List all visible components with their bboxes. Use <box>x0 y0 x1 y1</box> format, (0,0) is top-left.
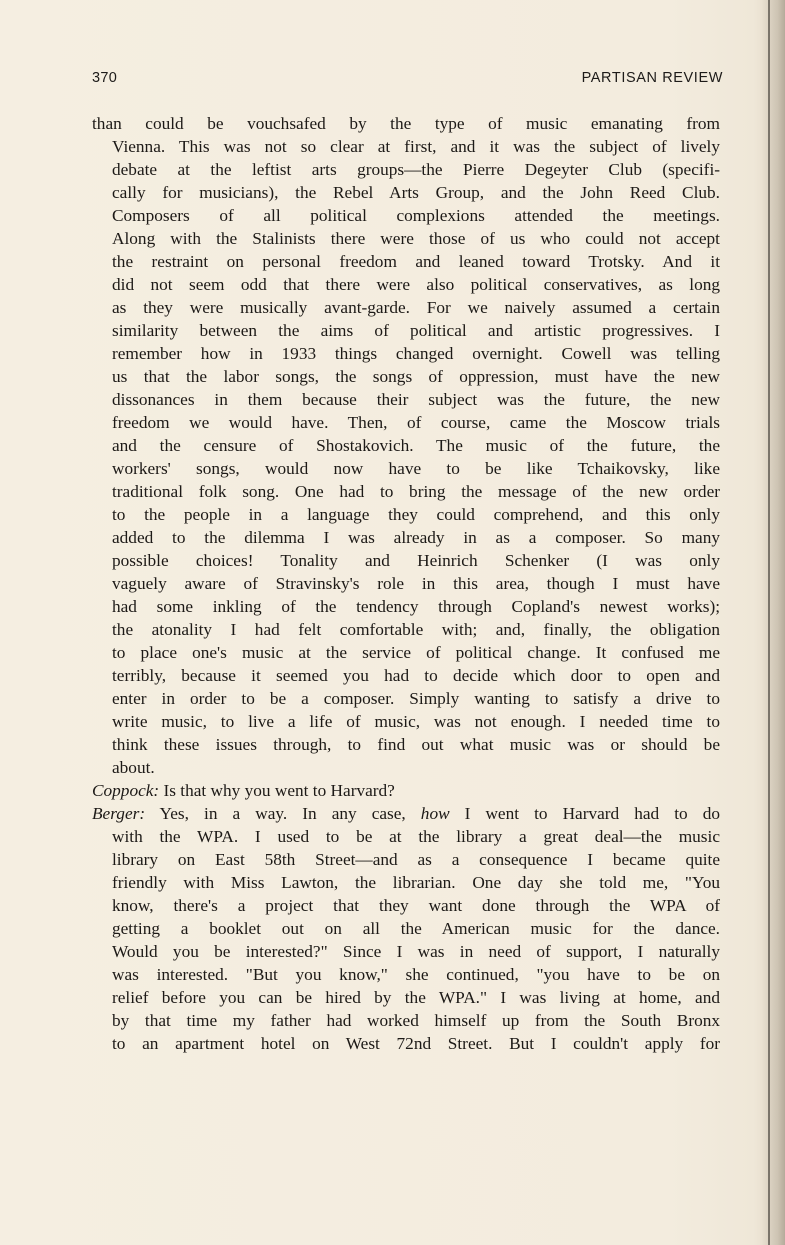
text-line: vaguely aware of Stravinsky's role in this area, though I must have <box>112 574 720 593</box>
running-head <box>92 70 723 90</box>
text-line: Would you be interested?" Since I was in need of support, I naturally <box>112 942 720 961</box>
text-line: about. <box>112 758 155 777</box>
text-line: similarity between the aims of political and artistic progressives. I <box>112 321 720 340</box>
page-edge-shadow <box>761 0 785 1245</box>
text-line: friendly with Miss Lawton, the librarian. One day she told me, "You <box>112 873 720 892</box>
text-line: dissonances in them because their subject was the future, the new <box>112 390 720 409</box>
text-line: added to the dilemma I was already in as a composer. So many <box>112 528 720 547</box>
text-line: think these issues through, to find out what music was or should be <box>112 735 720 754</box>
text-line: to place one's music at the service of political change. It confused me <box>112 643 720 662</box>
text-line: than could be vouchsafed by the type of music emanating from <box>92 114 720 133</box>
text-line: Vienna. This was not so clear at first, and it was the subject of lively <box>112 137 720 156</box>
text-line: to an apartment hotel on West 72nd Street. But I couldn't apply for <box>112 1034 720 1053</box>
text-line: terribly, because it seemed you had to decide which door to open and <box>112 666 720 685</box>
text-line: by that time my father had worked himself up from the South Bronx <box>112 1011 720 1030</box>
text-line: possible choices! Tonality and Heinrich Schenker (I was only <box>112 551 720 570</box>
text-line: remember how in 1933 things changed overnight. Cowell was telling <box>112 344 720 363</box>
text-line: relief before you can be hired by the WPA." I was living at home, and <box>112 988 720 1007</box>
text-line: did not seem odd that there were also political conservatives, as long <box>112 275 720 294</box>
text-line: traditional folk song. One had to bring the message of the new order <box>112 482 720 501</box>
text-line: was interested. "But you know," she continued, "you have to be on <box>112 965 720 984</box>
text-line: library on East 58th Street—and as a consequence I became quite <box>112 850 720 869</box>
speaker-label: Coppock: <box>92 781 160 800</box>
page-edge-line <box>768 0 770 1245</box>
text-line: the atonality I had felt comfortable with; and, finally, the obligation <box>112 620 720 639</box>
text-line: Composers of all political complexions attended the meetings. <box>112 206 720 225</box>
text-line: know, there's a project that they want done through the WPA of <box>112 896 720 915</box>
text-line: as they were musically avant-garde. For we naively assumed a certain <box>112 298 720 317</box>
text-line: to the people in a language they could comprehend, and this only <box>112 505 720 524</box>
body-text <box>92 112 720 1055</box>
emphasis-text: how <box>420 804 450 823</box>
text-line: write music, to live a life of music, was not enough. I needed time to <box>112 712 720 731</box>
speaker-label: Berger: <box>92 804 146 823</box>
text-line: freedom we would have. Then, of course, came the Moscow trials <box>112 413 720 432</box>
question-text: Is that why you went to Harvard? <box>159 781 395 800</box>
text-line: the restraint on personal freedom and leaned toward Trotsky. And it <box>112 252 720 271</box>
text-line: us that the labor songs, the songs of oppression, must have the new <box>112 367 720 386</box>
text-line: Along with the Stalinists there were those of us who could not accept <box>112 229 720 248</box>
text-line: cally for musicians), the Rebel Arts Group, and the John Reed Club. <box>112 183 720 202</box>
text-line: getting a booklet out on all the American music for the dance. <box>112 919 720 938</box>
text-line: had some inkling of the tendency through Copland's newest works); <box>112 597 720 616</box>
interview-question <box>92 779 720 802</box>
text-line: debate at the leftist arts groups—the Pierre Degeyter Club (specifi- <box>112 160 720 179</box>
text-line: and the censure of Shostakovich. The music of the future, the <box>112 436 720 455</box>
journal-title: PARTISAN REVIEW <box>581 70 723 86</box>
interview-answer-first-line <box>92 802 720 825</box>
text-line: enter in order to be a composer. Simply wanting to satisfy a drive to <box>112 689 720 708</box>
page-number: 370 <box>92 70 118 86</box>
answer-text: Yes, in a way. In any case, <box>145 804 421 823</box>
answer-text: I went to Harvard had to do <box>449 804 720 823</box>
text-line: with the WPA. I used to be at the library a great deal—the music <box>112 827 720 846</box>
text-line: workers' songs, would now have to be like Tchaikovsky, like <box>112 459 720 478</box>
